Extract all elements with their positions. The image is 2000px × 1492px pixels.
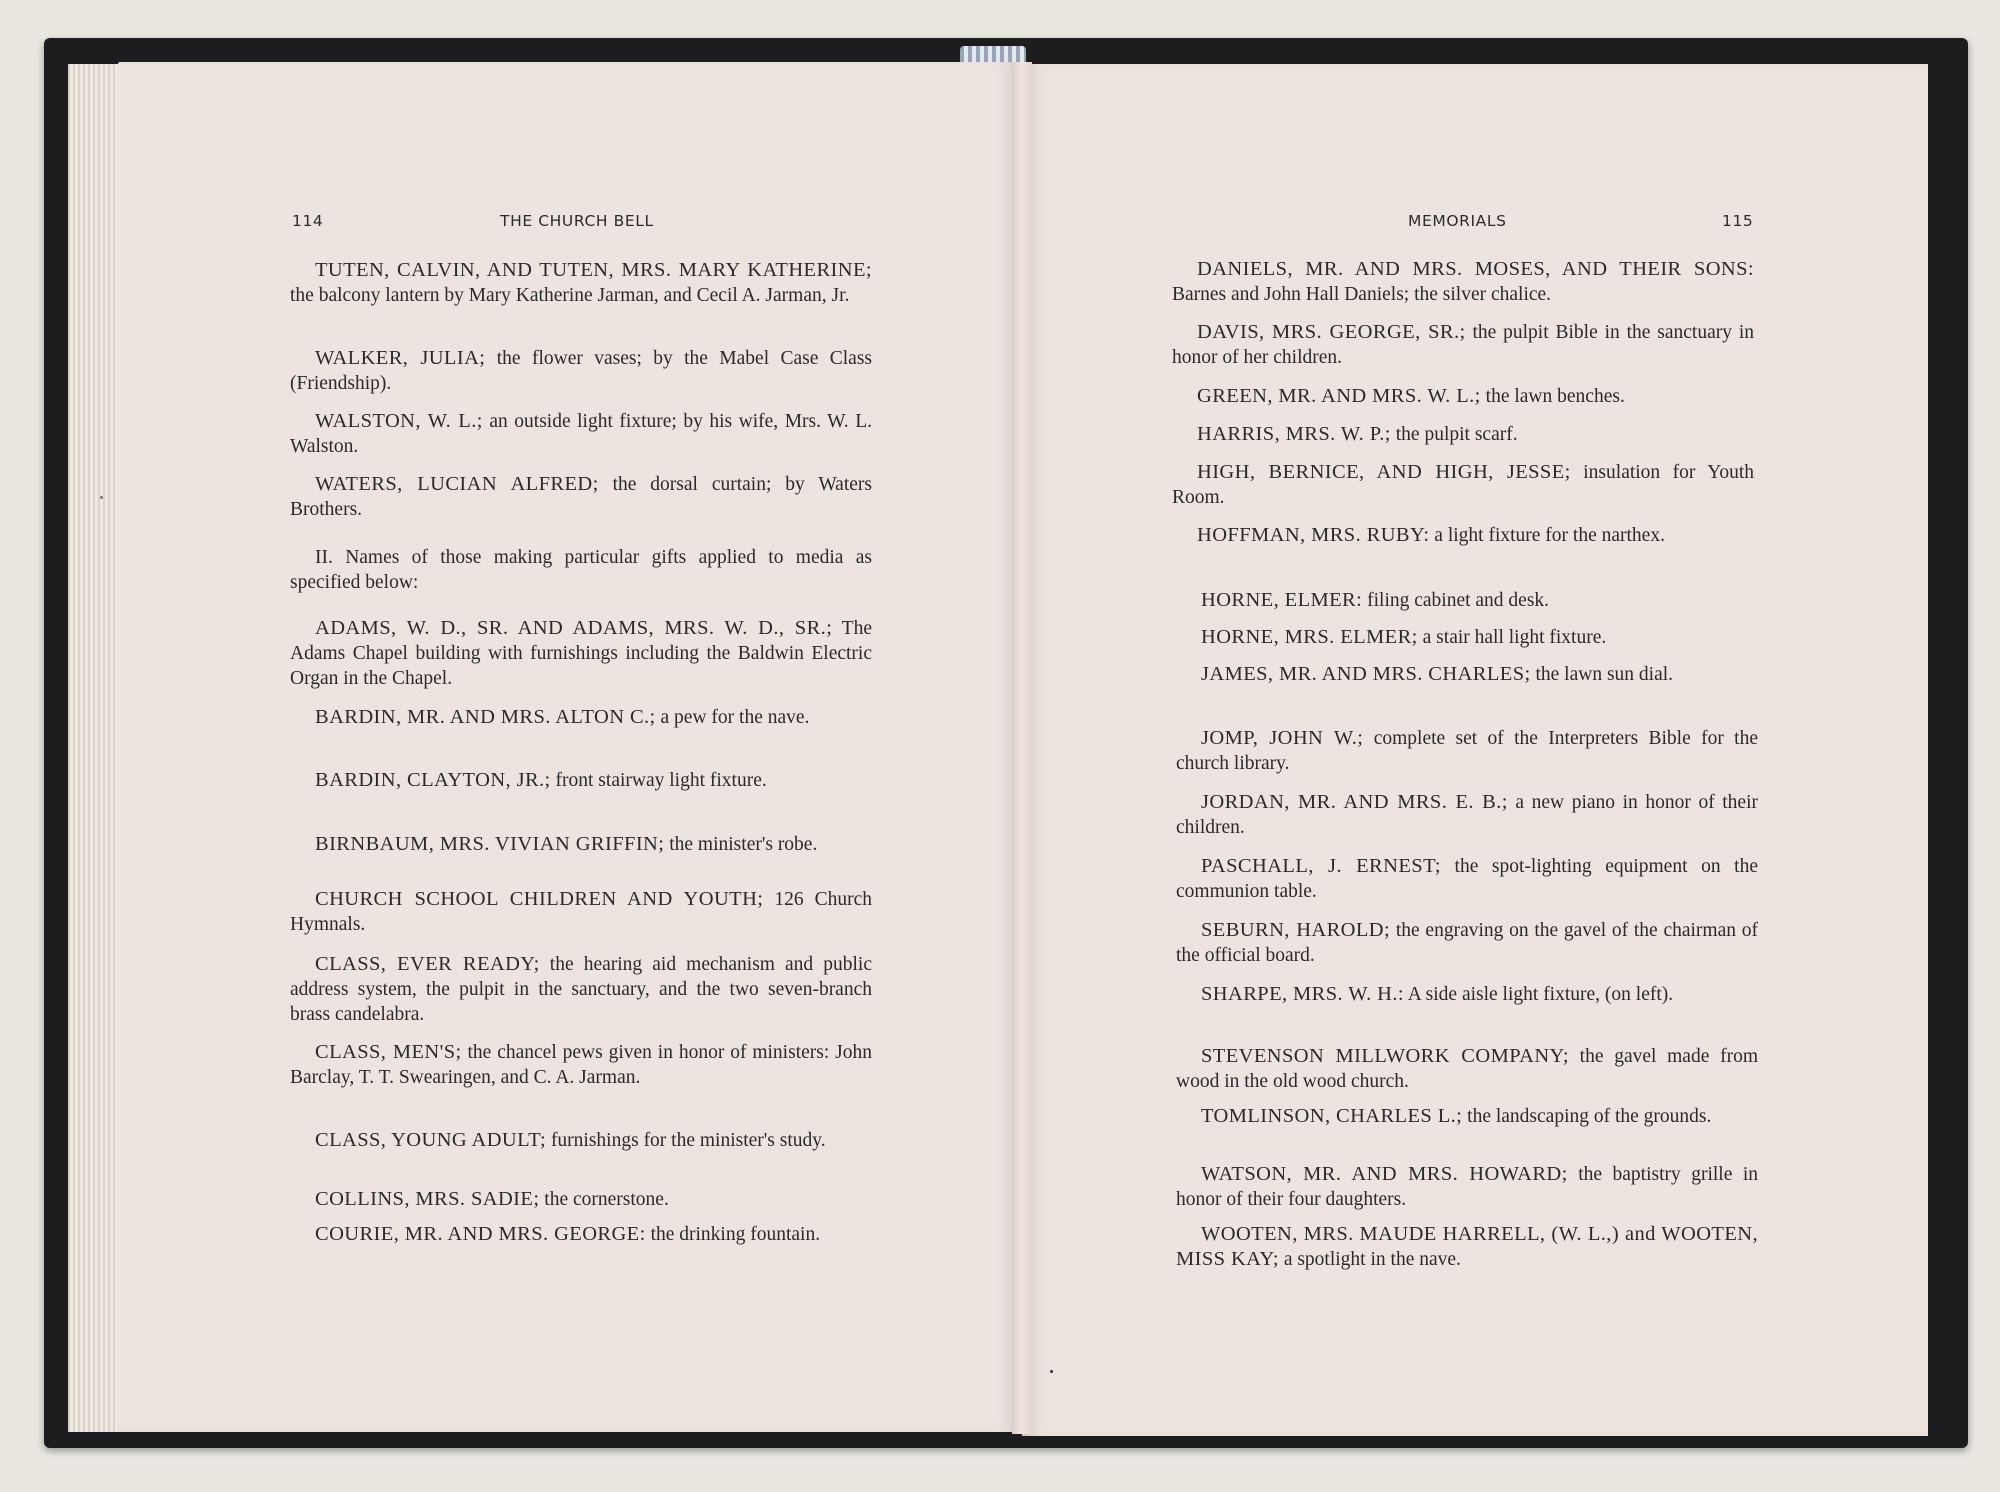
memorial-entry: TOMLINSON, CHARLES L.; the landscaping of the grounds. — [1201, 1105, 1712, 1127]
memorial-entry: STEVENSON MILLWORK COMPANY; the gavel made from wood in the old wood church. — [1176, 1045, 1758, 1092]
memorial-entry: CLASS, EVER READY; the hearing aid mechanism and public address system, the pulpit in the sanctuary, and the two seven-branch brass candelabra. — [290, 953, 872, 1025]
memorial-entry: TUTEN, CALVIN, AND TUTEN, MRS. MARY KATHERINE; the balcony lantern by Mary Katherine Jarman, and Cecil A. Jarman, Jr. — [290, 259, 872, 306]
memorial-entry: COLLINS, MRS. SADIE; the cornerstone. — [315, 1188, 669, 1210]
memorial-entry: WOOTEN, MRS. MAUDE HARRELL, (W. L.,) and WOOTEN, MISS KAY; a spotlight in the nave. — [1176, 1223, 1758, 1270]
memorial-entry: WALKER, JULIA; the flower vases; by the Mabel Case Class (Friendship). — [290, 347, 873, 394]
memorial-entry: BARDIN, MR. AND MRS. ALTON C.; a pew for the nave. — [315, 706, 810, 728]
memorial-entry: PASCHALL, J. ERNEST; the spot-lighting equipment on the communion table. — [1176, 855, 1758, 902]
memorial-entry: CLASS, YOUNG ADULT; furnishings for the minister's study. — [315, 1129, 826, 1151]
memorial-entry: SHARPE, MRS. W. H.: A side aisle light fixture, (on left). — [1201, 983, 1674, 1005]
memorial-entry: COURIE, MR. AND MRS. GEORGE: the drinking fountain. — [315, 1223, 821, 1245]
right-running-title: MEMORIALS — [1408, 212, 1507, 230]
memorial-entry: WATERS, LUCIAN ALFRED; the dorsal curtain; by Waters Brothers. — [290, 473, 872, 520]
memorial-entry: CLASS, MEN'S; the chancel pews given in honor of ministers: John Barclay, T. T. Swearingen, and C. A. Jarman. — [290, 1041, 872, 1088]
memorial-entry: SEBURN, HAROLD; the engraving on the gavel of the chairman of the official board. — [1176, 919, 1758, 966]
memorial-entry: BARDIN, CLAYTON, JR.; front stairway light fixture. — [315, 769, 767, 791]
memorial-entry: HORNE, ELMER: filing cabinet and desk. — [1201, 589, 1550, 611]
memorial-entry: WATSON, MR. AND MRS. HOWARD; the baptistry grille in honor of their four daughters. — [1176, 1163, 1758, 1210]
book-gutter — [1012, 62, 1032, 1434]
ink-speck — [100, 496, 103, 499]
memorial-entry: DAVIS, MRS. GEORGE, SR.; the pulpit Bible in the sanctuary in honor of her children. — [1172, 321, 1754, 368]
memorial-entry: GREEN, MR. AND MRS. W. L.; the lawn benches. — [1197, 385, 1625, 407]
left-running-title: THE CHURCH BELL — [500, 212, 654, 230]
left-page-number: 114 — [292, 212, 324, 230]
memorial-entry: HARRIS, MRS. W. P.; the pulpit scarf. — [1197, 423, 1518, 445]
memorial-entry: HORNE, MRS. ELMER; a stair hall light fixture. — [1201, 626, 1607, 648]
ink-speck — [1050, 1370, 1053, 1373]
memorial-entry: ADAMS, W. D., SR. AND ADAMS, MRS. W. D., SR.; The Adams Chapel building with furnishings including the Baldwin Electric Organ in the Chapel. — [290, 617, 872, 689]
memorial-entry: HIGH, BERNICE, AND HIGH, JESSE; insulation for Youth Room. — [1172, 461, 1754, 508]
memorial-entry: HOFFMAN, MRS. RUBY: a light fixture for the narthex. — [1197, 524, 1665, 546]
memorial-entry: JAMES, MR. AND MRS. CHARLES; the lawn sun dial. — [1201, 663, 1674, 685]
memorial-entry: DANIELS, MR. AND MRS. MOSES, AND THEIR SONS: Barnes and John Hall Daniels; the silver chalice. — [1172, 258, 1754, 305]
section-intro: II. Names of those making particular gifts applied to media as specified below: — [290, 547, 872, 593]
memorial-entry: JOMP, JOHN W.; complete set of the Interpreters Bible for the church library. — [1176, 727, 1758, 774]
memorial-entry: WALSTON, W. L.; an outside light fixture; by his wife, Mrs. W. L. Walston. — [290, 410, 872, 457]
memorial-entry: JORDAN, MR. AND MRS. E. B.; a new piano in honor of their children. — [1176, 791, 1758, 838]
memorial-entry: BIRNBAUM, MRS. VIVIAN GRIFFIN; the minister's robe. — [315, 833, 818, 855]
memorial-entry: CHURCH SCHOOL CHILDREN AND YOUTH; 126 Church Hymnals. — [290, 888, 872, 935]
right-page-number: 115 — [1722, 212, 1754, 230]
